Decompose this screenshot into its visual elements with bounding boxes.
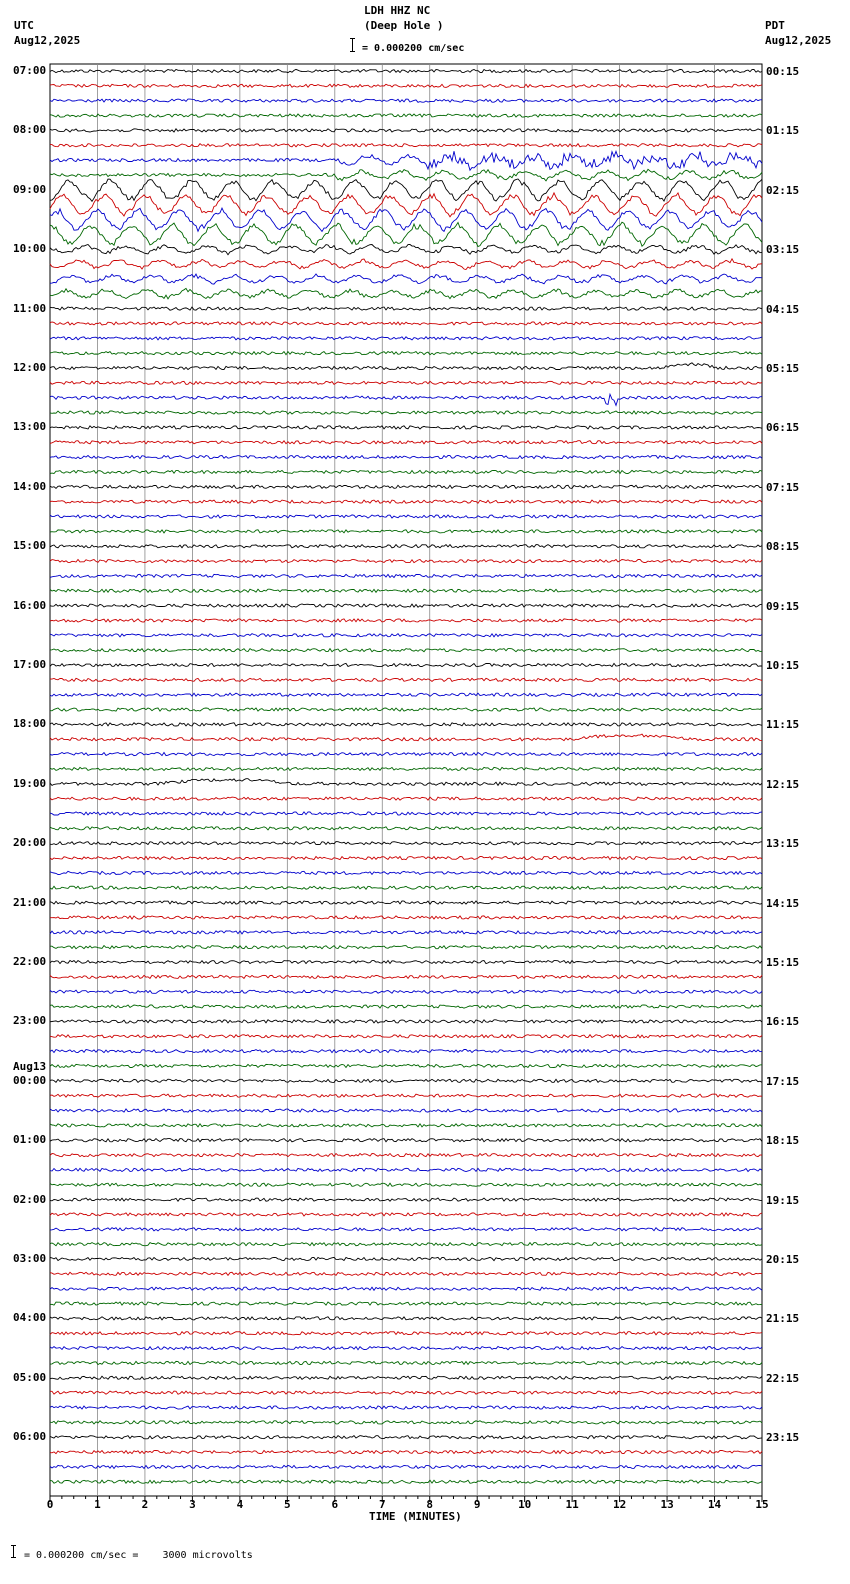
right-hour-label: 18:15	[766, 1134, 800, 1148]
left-hour-label: 09:00	[13, 182, 47, 196]
right-hour-label: 12:15	[766, 777, 800, 791]
left-hour-label: 00:00	[13, 1073, 47, 1087]
trace-line	[50, 1480, 762, 1483]
location-title: (Deep Hole )	[364, 19, 444, 32]
left-hour-label: 11:00	[13, 301, 47, 315]
scale-text: = 0.000200 cm/sec	[362, 43, 465, 54]
x-tick-label: 8	[426, 1498, 434, 1511]
trace-line	[50, 1287, 762, 1290]
trace-line	[50, 1079, 762, 1082]
x-tick-label: 11	[565, 1498, 579, 1511]
left-hour-label: 02:00	[13, 1192, 47, 1206]
trace-line	[50, 411, 762, 414]
trace-line	[50, 560, 762, 563]
trace-line	[50, 1168, 762, 1171]
trace-line	[50, 871, 762, 874]
x-tick-label: 15	[755, 1498, 769, 1511]
left-hour-label: 20:00	[13, 836, 47, 850]
trace-line	[50, 842, 762, 845]
trace-line	[50, 886, 762, 889]
right-hour-label: 16:15	[766, 1015, 800, 1029]
trace-line	[50, 84, 762, 87]
trace-line	[50, 753, 762, 756]
right-hour-label: 17:15	[766, 1074, 800, 1088]
trace-line	[50, 515, 762, 518]
right-hour-label: 06:15	[766, 421, 800, 435]
trace-line	[50, 470, 762, 473]
plot-frame	[50, 64, 762, 1496]
trace-line	[50, 916, 762, 919]
trace-line	[50, 1094, 762, 1097]
trace-line	[50, 1272, 762, 1275]
station-title: LDH HHZ NC	[364, 4, 431, 17]
trace-line	[50, 99, 762, 102]
right-hour-label: 11:15	[766, 718, 800, 732]
left-hour-label: 22:00	[13, 955, 47, 968]
trace-line	[50, 69, 762, 72]
trace-line	[50, 931, 762, 934]
trace-line	[50, 901, 762, 904]
right-hour-label: 09:15	[766, 599, 800, 613]
trace-line	[50, 1302, 762, 1305]
left-hour-label: 21:00	[13, 895, 47, 909]
trace-line	[50, 288, 762, 299]
x-tick-label: 6	[331, 1498, 339, 1511]
trace-line	[50, 734, 762, 741]
trace-line	[50, 1465, 762, 1468]
trace-line	[50, 1361, 762, 1364]
trace-line	[50, 222, 762, 246]
right-hour-label: 05:15	[766, 362, 800, 375]
scale-bar-cap-top	[11, 1545, 16, 1546]
left-hour-label: 07:00	[13, 64, 47, 77]
trace-line	[50, 363, 762, 370]
right-hour-label: 20:15	[766, 1253, 800, 1266]
trace-line	[50, 245, 762, 255]
trace-line	[50, 1257, 762, 1260]
trace-line	[50, 1050, 762, 1053]
trace-line	[50, 1139, 762, 1142]
left-hour-label: 15:00	[13, 539, 47, 553]
trace-line	[50, 456, 762, 459]
trace-line	[50, 1376, 762, 1379]
trace-line	[50, 678, 762, 681]
trace-line	[50, 307, 762, 310]
trace-line	[50, 1391, 762, 1394]
right-hour-label: 13:15	[766, 837, 800, 851]
trace-line	[50, 1020, 762, 1023]
left-hour-label: 19:00	[13, 776, 47, 790]
right-hour-label: 10:15	[766, 659, 800, 672]
x-tick-label: 12	[613, 1498, 627, 1511]
trace-line	[50, 1035, 762, 1038]
x-tick-label: 3	[189, 1498, 196, 1511]
trace-line	[50, 1213, 762, 1216]
left-hour-label: 14:00	[13, 479, 47, 493]
right-hour-label: 00:15	[766, 65, 800, 78]
trace-line	[50, 663, 762, 666]
left-hour-label: 16:00	[13, 598, 47, 612]
trace-line	[50, 441, 762, 444]
left-date-change-label: Aug13	[13, 1059, 47, 1073]
right-hour-label: 19:15	[766, 1193, 800, 1207]
right-date: Aug12,2025	[765, 34, 832, 47]
x-tick-label: 0	[46, 1498, 54, 1511]
trace-line	[50, 169, 762, 181]
trace-line	[50, 827, 762, 830]
trace-line	[50, 144, 762, 147]
x-tick-label: 9	[473, 1498, 481, 1511]
x-tick-label: 2	[141, 1498, 149, 1511]
trace-line	[50, 179, 762, 201]
x-tick-label: 10	[518, 1498, 532, 1511]
trace-line	[50, 129, 762, 132]
right-hour-label: 02:15	[766, 183, 800, 197]
trace-line	[50, 634, 762, 637]
left-hour-label: 08:00	[13, 123, 47, 137]
trace-line	[50, 530, 762, 533]
right-hour-label: 01:15	[766, 124, 800, 138]
trace-line	[50, 812, 762, 815]
trace-line	[50, 381, 762, 384]
right-hour-label: 15:15	[766, 956, 800, 969]
trace-line	[50, 1064, 762, 1067]
trace-line	[50, 1109, 762, 1112]
trace-line	[50, 1243, 762, 1246]
trace-line	[50, 352, 762, 355]
trace-line	[50, 259, 762, 270]
trace-line	[50, 1332, 762, 1335]
x-tick-label: 4	[236, 1498, 244, 1511]
left-hour-label: 05:00	[13, 1370, 47, 1384]
left-hour-label: 17:00	[13, 658, 47, 671]
trace-line	[50, 723, 762, 726]
trace-line	[50, 151, 762, 170]
trace-line	[50, 589, 762, 592]
left-hour-label: 10:00	[13, 242, 47, 256]
left-hour-label: 04:00	[13, 1311, 47, 1325]
trace-line	[50, 114, 762, 117]
trace-line	[50, 322, 762, 325]
trace-line	[50, 485, 762, 488]
trace-line	[50, 1406, 762, 1409]
right-hour-label: 23:15	[766, 1431, 800, 1445]
x-tick-label: 1	[94, 1498, 101, 1511]
trace-line	[50, 649, 762, 652]
footer-scale-text: = 0.000200 cm/sec = 3000 microvolts	[24, 1550, 253, 1561]
trace-line	[50, 619, 762, 622]
trace-line	[50, 193, 762, 217]
right-hour-label: 22:15	[766, 1371, 800, 1385]
right-hour-label: 07:15	[766, 480, 800, 494]
trace-line	[50, 779, 762, 786]
trace-line	[50, 946, 762, 949]
trace-line	[50, 1436, 762, 1439]
trace-line	[50, 1421, 762, 1424]
left-timezone: UTC	[14, 19, 34, 32]
left-hour-label: 18:00	[13, 717, 47, 731]
trace-line	[50, 1317, 762, 1320]
x-tick-label: 5	[284, 1498, 291, 1511]
left-hour-label: 23:00	[13, 1014, 47, 1028]
right-timezone: PDT	[765, 19, 785, 32]
trace-line	[50, 574, 762, 577]
trace-line	[50, 1451, 762, 1454]
right-hour-label: 03:15	[766, 243, 800, 257]
trace-line	[50, 1154, 762, 1157]
right-hour-label: 04:15	[766, 302, 800, 316]
trace-line	[50, 208, 762, 231]
trace-line	[50, 857, 762, 860]
trace-line	[50, 975, 762, 978]
trace-line	[50, 394, 762, 405]
right-hour-label: 14:15	[766, 896, 800, 910]
left-hour-label: 06:00	[13, 1430, 47, 1444]
trace-line	[50, 604, 762, 607]
left-date: Aug12,2025	[14, 34, 81, 47]
right-hour-label: 08:15	[766, 540, 800, 554]
trace-line	[50, 797, 762, 800]
trace-line	[50, 693, 762, 696]
trace-line	[50, 500, 762, 503]
trace-line	[50, 961, 762, 964]
left-hour-label: 03:00	[13, 1252, 47, 1265]
x-tick-label: 14	[707, 1498, 722, 1511]
trace-line	[50, 1124, 762, 1127]
right-hour-label: 21:15	[766, 1312, 800, 1326]
trace-line	[50, 1228, 762, 1231]
x-axis-title: TIME (MINUTES)	[369, 1510, 462, 1523]
trace-line	[50, 767, 762, 770]
left-hour-label: 12:00	[13, 361, 47, 374]
header-scale-bar-cap-bottom	[350, 51, 355, 52]
trace-line	[50, 426, 762, 429]
trace-line	[50, 990, 762, 993]
left-hour-label: 13:00	[13, 420, 47, 434]
trace-line	[50, 708, 762, 711]
trace-line	[50, 1347, 762, 1350]
trace-line	[50, 337, 762, 340]
x-tick-label: 13	[660, 1498, 674, 1511]
header-scale-bar-icon	[352, 38, 353, 52]
header-scale-bar-cap-top	[350, 38, 355, 39]
x-tick-label: 7	[378, 1498, 386, 1511]
trace-line	[50, 1183, 762, 1186]
trace-line	[50, 1198, 762, 1201]
scale-bar-cap-bottom	[11, 1557, 16, 1558]
left-hour-label: 01:00	[13, 1133, 47, 1147]
trace-line	[50, 274, 762, 284]
trace-line	[50, 545, 762, 548]
trace-line	[50, 1005, 762, 1008]
